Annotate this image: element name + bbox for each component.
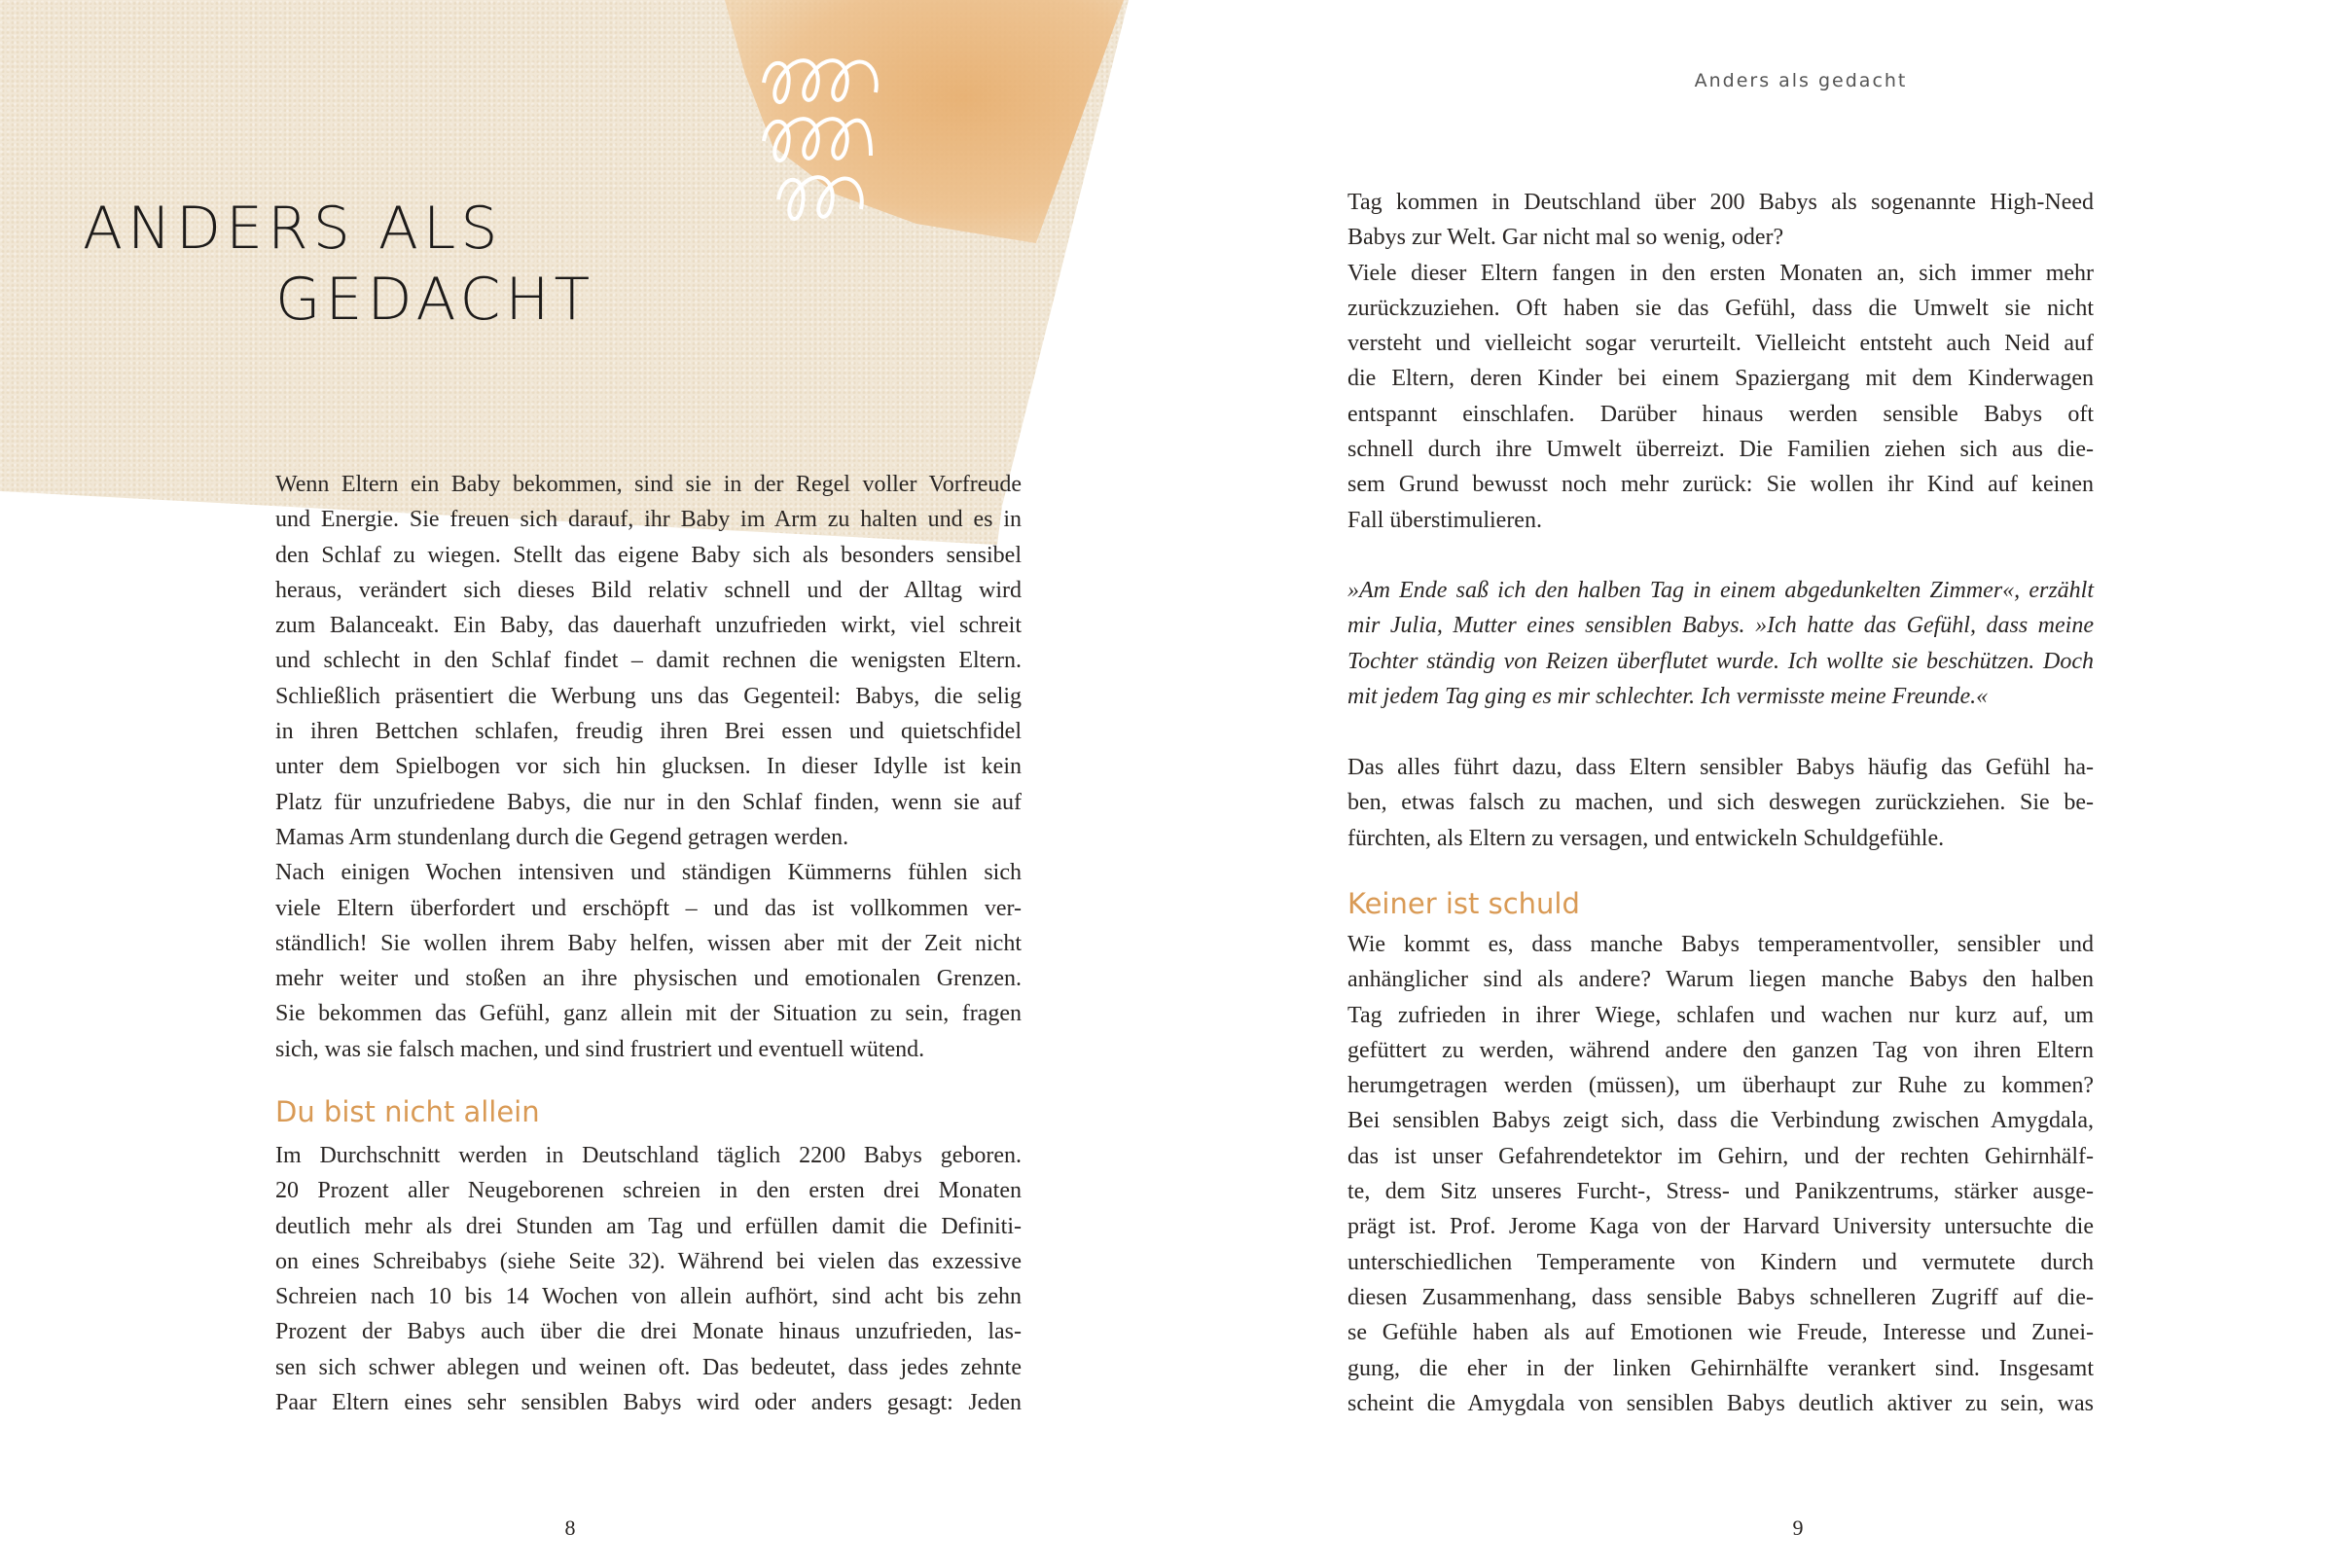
text-line: den Schlaf zu wiegen. Stellt das eigene Baby sich als besonders sensibel	[275, 542, 1022, 568]
text-line: mit jedem Tag ging es mir schlechter. Ich vermisste meine Freunde.«	[1347, 683, 1989, 709]
text-line: herumgetragen werden (müssen), um überhaupt zur Ruhe zu kommen?	[1347, 1073, 2094, 1099]
text-line: Tag zufrieden in ihrer Wiege, schlafen und wachen nur kurz auf, um	[1347, 1002, 2094, 1028]
text-line: sem Grund bewusst noch mehr zurück: Sie wollen ihr Kind auf keinen	[1347, 472, 2094, 498]
text-line: deutlich mehr als drei Stunden am Tag und erfüllen damit die Definiti-	[275, 1213, 1022, 1239]
text-line: on eines Schreibabys (siehe Seite 32). Während bei vielen das exzessive	[275, 1248, 1022, 1274]
page-number-left: 8	[564, 1515, 576, 1540]
left-body-text-1	[275, 467, 1022, 1067]
chapter-title-line2: GEDACHT	[275, 266, 595, 334]
right-body-text-3	[1347, 927, 2094, 1421]
text-line: Im Durchschnitt werden in Deutschland täglich 2200 Babys geboren.	[275, 1143, 1022, 1168]
text-line: und Energie. Sie freuen sich darauf, ihr Baby im Arm zu halten und es in	[275, 507, 1022, 533]
text-line: diesen Zusammenhang, dass sensible Babys schnelleren Zugriff auf die-	[1347, 1284, 2094, 1310]
text-line: Wenn Eltern ein Baby bekommen, sind sie in der Regel voller Vorfreude	[275, 472, 1022, 497]
text-line: sich, was sie falsch machen, und sind frustriert und eventuell wütend.	[275, 1036, 925, 1062]
text-line: Tag kommen in Deutschland über 200 Babys als sogenannte High-Need	[1347, 190, 2094, 215]
text-line: mir Julia, Mutter eines sensiblen Babys. »Ich hatte das Gefühl, dass meine	[1347, 613, 2094, 639]
text-line: Fall überstimulieren.	[1347, 507, 1542, 533]
right-body-text-1	[1347, 185, 2094, 538]
left-body-text-2	[275, 1138, 1022, 1420]
running-header: Anders als gedacht	[1694, 70, 1908, 91]
section-heading-keiner-ist-schuld: Keiner ist schuld	[1347, 887, 1580, 920]
text-line: zurückzuziehen. Oft haben sie das Gefühl, dass die Umwelt sie nicht	[1347, 295, 2094, 321]
text-line: heraus, verändert sich dieses Bild relativ schnell und der Alltag wird	[275, 577, 1022, 603]
text-line: fürchten, als Eltern zu versagen, und entwickeln Schuldgefühle.	[1347, 825, 1945, 851]
text-line: Sie bekommen das Gefühl, ganz allein mit der Situation zu sein, fragen	[275, 1001, 1022, 1027]
swirl-decoration	[754, 53, 919, 238]
text-line: Prozent der Babys auch über die drei Monate hinaus unzufrieden, las-	[275, 1319, 1022, 1345]
text-line: mehr weiter und stoßen an ihre physischen und emotionalen Grenzen.	[275, 966, 1022, 992]
text-line: gung, die eher in der linken Gehirnhälfte verankert sind. Insgesamt	[1347, 1355, 2094, 1381]
text-line: schnell durch ihre Umwelt überreizt. Die Familien ziehen sich aus die-	[1347, 437, 2094, 463]
text-line: ständlich! Sie wollen ihrem Baby helfen, wissen aber mit der Zeit nicht	[275, 930, 1022, 956]
text-line: Babys zur Welt. Gar nicht mal so wenig, oder?	[1347, 225, 1784, 251]
text-line: unterschiedlichen Temperamente von Kindern und vermutete durch	[1347, 1249, 2094, 1275]
text-line: sen sich schwer ablegen und weinen oft. Das bedeutet, dass jedes zehnte	[275, 1354, 1022, 1380]
text-line: anhänglicher sind als andere? Warum liegen manche Babys den halben	[1347, 967, 2094, 993]
text-line: Viele dieser Eltern fangen in den ersten Monaten an, sich immer mehr	[1347, 260, 2094, 286]
text-line: te, dem Sitz unseres Furcht-, Stress- und Panikzentrums, stärker ausge-	[1347, 1179, 2094, 1205]
text-line: und schlecht in den Schlaf findet – damit rechnen die wenigsten Eltern.	[275, 648, 1022, 674]
text-line: das ist unser Gefahrendetektor im Gehirn, und der rechten Gehirnhälf-	[1347, 1143, 2094, 1169]
text-line: scheint die Amygdala von sensiblen Babys deutlich aktiver zu sein, was	[1347, 1390, 2094, 1416]
section-heading-du-bist-nicht-allein: Du bist nicht allein	[275, 1095, 540, 1128]
text-line: ben, etwas falsch zu machen, und sich deswegen zurückziehen. Sie be-	[1347, 790, 2094, 816]
text-line: zum Balanceakt. Ein Baby, das dauerhaft unzufrieden wirkt, viel schreit	[275, 613, 1022, 639]
text-line: Schließlich präsentiert die Werbung uns das Gegenteil: Babys, die selig	[275, 683, 1022, 709]
text-line: viele Eltern überfordert und erschöpft – und das ist vollkommen ver-	[275, 895, 1022, 921]
text-line: »Am Ende saß ich den halben Tag in einem abgedunkelten Zimmer«, erzählt	[1347, 578, 2094, 603]
text-line: Bei sensiblen Babys zeigt sich, dass die Verbindung zwischen Amygdala,	[1347, 1108, 2094, 1134]
text-line: in ihren Bettchen schlafen, freudig ihren Brei essen und quietschfidel	[275, 719, 1022, 745]
text-line: se Gefühle haben als auf Emotionen wie Freude, Interesse und Zunei-	[1347, 1320, 2094, 1346]
text-line: Platz für unzufriedene Babys, die nur in den Schlaf finden, wenn sie auf	[275, 789, 1022, 815]
text-line: unter dem Spielbogen vor sich hin glucksen. In dieser Idylle ist kein	[275, 754, 1022, 780]
text-line: Mamas Arm stundenlang durch die Gegend getragen werden.	[275, 824, 849, 850]
chapter-title-line1: ANDERS ALS	[83, 195, 503, 263]
text-line: prägt ist. Prof. Jerome Kaga von der Harvard University untersuchte die	[1347, 1214, 2094, 1240]
text-line: 20 Prozent aller Neugeborenen schreien in den ersten drei Monaten	[275, 1178, 1022, 1204]
page-number-right: 9	[1792, 1515, 1804, 1540]
text-line: entspannt einschlafen. Darüber hinaus werden sensible Babys oft	[1347, 401, 2094, 427]
text-line: versteht und vielleicht sogar verurteilt. Vielleicht entsteht auch Neid auf	[1347, 331, 2094, 357]
text-line: Schreien nach 10 bis 14 Wochen von allein aufhört, sind acht bis zehn	[275, 1284, 1022, 1310]
quote-block	[1347, 573, 2094, 714]
text-line: Paar Eltern eines sehr sensiblen Babys wird oder anders gesagt: Jeden	[275, 1390, 1022, 1416]
text-line: Das alles führt dazu, dass Eltern sensibler Babys häufig das Gefühl ha-	[1347, 755, 2094, 780]
text-line: Nach einigen Wochen intensiven und ständigen Kümmerns fühlen sich	[275, 860, 1022, 886]
text-line: Wie kommt es, dass manche Babys temperamentvoller, sensibler und	[1347, 932, 2094, 957]
right-body-text-2	[1347, 750, 2094, 856]
text-line: Tochter ständig von Reizen überflutet wurde. Ich wollte sie beschützen. Doch	[1347, 648, 2094, 674]
text-line: die Eltern, deren Kinder bei einem Spaziergang mit dem Kinderwagen	[1347, 366, 2094, 392]
text-line: gefüttert zu werden, während andere den ganzen Tag von ihren Eltern	[1347, 1037, 2094, 1063]
